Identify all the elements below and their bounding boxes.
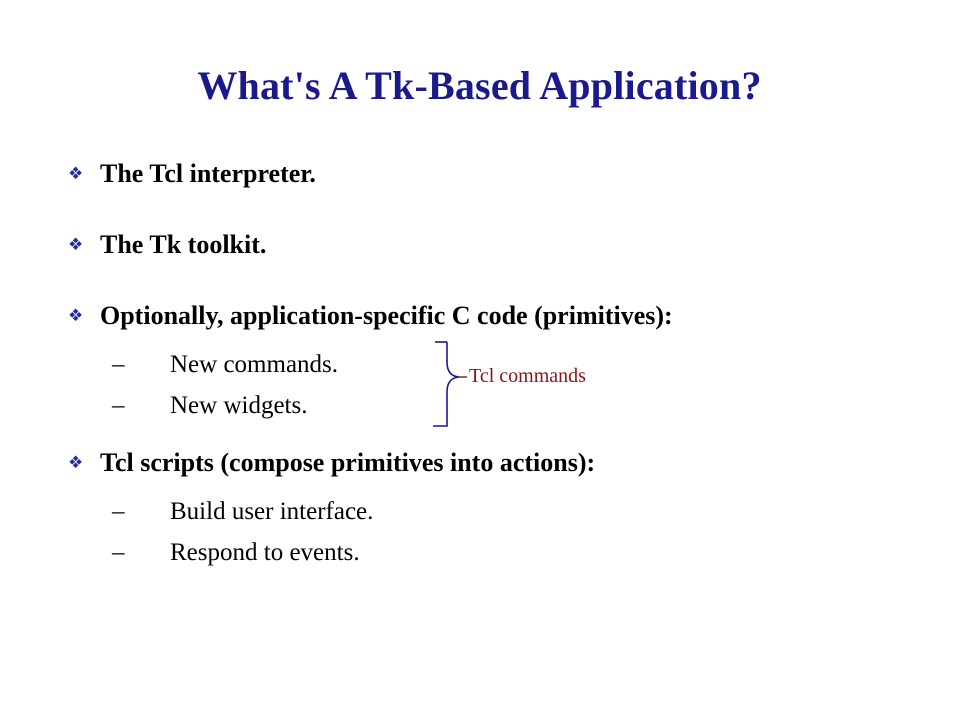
list-item-label: The Tcl interpreter. xyxy=(100,159,316,188)
annotation-group xyxy=(425,340,685,440)
list-item xyxy=(60,533,920,574)
list-item-label: Optionally, application-specific C code (primitives): xyxy=(100,301,673,330)
dash-bullet-icon: – xyxy=(112,392,125,419)
list-item-label: New commands. xyxy=(170,351,339,378)
annotation-label: Tcl commands xyxy=(469,365,586,387)
dash-bullet-icon: – xyxy=(112,351,125,378)
list-item-label: Respond to events. xyxy=(170,539,360,566)
dash-bullet-icon: – xyxy=(112,539,125,566)
list-item-label: Build user interface. xyxy=(170,498,374,525)
list-item xyxy=(60,492,920,533)
diamond-bullet-icon: ❖ xyxy=(68,164,84,183)
list-item xyxy=(60,152,920,203)
curly-brace-icon xyxy=(425,340,485,440)
diamond-bullet-icon: ❖ xyxy=(68,235,84,254)
list-item-label: Tcl scripts (compose primitives into actions): xyxy=(100,448,596,477)
diamond-bullet-icon: ❖ xyxy=(68,306,84,325)
dash-bullet-icon: – xyxy=(112,498,125,525)
list-item xyxy=(60,441,920,492)
spacer xyxy=(60,203,920,223)
list-item xyxy=(60,223,920,274)
list-item xyxy=(60,294,920,345)
diamond-bullet-icon: ❖ xyxy=(68,453,84,472)
spacer xyxy=(60,274,920,294)
list-item-label: New widgets. xyxy=(170,392,308,419)
list-item-label: The Tk toolkit. xyxy=(100,230,267,259)
page-title: What's A Tk-Based Application? xyxy=(197,63,762,108)
